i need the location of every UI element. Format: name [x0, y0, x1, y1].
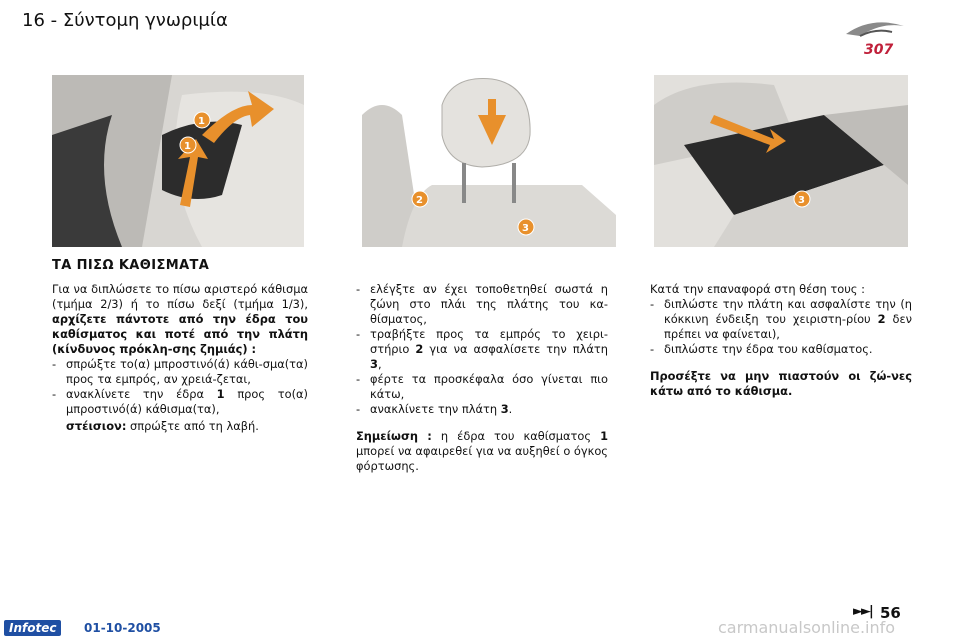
col3-warning: Προσέξτε να μην πιαστούν οι ζώ-νες κάτω από το κάθισμα. — [650, 369, 912, 398]
col1-bullet-2-num: 1 — [216, 387, 225, 401]
col2-bullet-2-num: 2 — [415, 342, 424, 356]
col2-note-label: Σημείωση : — [356, 429, 432, 443]
col3-bullet-1-post: δεν πρέπει να φαίνεται), — [664, 312, 912, 341]
col2-bullet-4-post: . — [508, 402, 513, 416]
col2-bullet-1: - ελέγξτε αν έχει τοποθετηθεί σωστά η ζώνη στο πλάι της πλάτης του κα-θίσματος, — [356, 282, 608, 326]
page-title: 16 - Σύντομη γνωριμία — [22, 10, 228, 31]
col2-bullet-2-mid: για να ασφαλίσετε την πλάτη — [423, 342, 608, 356]
peugeot-307-logo — [842, 14, 910, 62]
col1-bullet-1: - σπρώξτε το(α) μπροστινό(ά) κάθι-σμα(τα) προς τα εμπρός, αν χρειά-ζεται, — [52, 357, 308, 386]
photo1-callout-2: 1 — [184, 141, 191, 152]
col1-station-note — [52, 419, 308, 434]
col3-bullet-2-text: διπλώστε την έδρα του καθίσματος. — [664, 342, 873, 356]
col2-bullet-3: - φέρτε τα προσκέφαλα όσο γίνεται πιο κάτω, — [356, 372, 608, 401]
col1-intro-bold: αρχίζετε πάντοτε από την έδρα του καθίσματος και ποτέ από την πλάτη (κίνδυνος πρόκλη-σης ζημιάς) : — [52, 312, 308, 356]
col1-station-label: στέισιον: — [66, 419, 127, 433]
photo2-callout-2: 2 — [416, 195, 423, 206]
column-2 — [356, 282, 608, 474]
col2-bullet-2: - τραβήξτε προς τα εμπρός το χειρι-στήριο 2 για να ασφαλίσετε την πλάτη 3, — [356, 327, 608, 371]
col2-note-num: 1 — [600, 429, 609, 443]
print-date: 01-10-2005 — [84, 621, 161, 635]
col2-bullet-2-text: τραβήξτε προς τα εμπρός το χειρι-στήριο — [370, 327, 608, 356]
col1-intro — [52, 282, 308, 357]
col1-station-text: σπρώξτε από τη λαβή. — [126, 419, 259, 433]
col2-bullet-1-text: ελέγξτε αν έχει τοποθετηθεί σωστά η ζώνη στο πλάι της πλάτης του κα-θίσματος, — [370, 282, 608, 326]
col2-bullet-4-num: 3 — [500, 402, 509, 416]
photo2-callout-3: 3 — [522, 223, 529, 234]
photo-rear-seat-cushion — [52, 75, 304, 247]
col2-note-text: η έδρα του καθίσματος — [431, 429, 601, 443]
col3-intro: Κατά την επαναφορά στη θέση τους : — [650, 282, 865, 296]
col1-bullet-2-text: ανακλίνετε την έδρα — [66, 387, 217, 401]
col1-bullet-1-text: σπρώξτε το(α) μπροστινό(ά) κάθι-σμα(τα) προς τα εμπρός, αν χρειά-ζεται, — [66, 357, 308, 386]
col2-bullet-2-post: , — [377, 357, 382, 371]
column-1 — [52, 282, 308, 434]
col3-bullet-1: - διπλώστε την πλάτη και ασφαλίστε την (η κόκκινη ένδειξη του χειριστη-ρίου 2 δεν πρέπει να φαίνεται), — [650, 297, 912, 341]
col2-note-text2: μπορεί να αφαιρεθεί για να αυξηθεί ο όγκος φόρτωσης. — [356, 444, 608, 473]
col3-bullet-1-num: 2 — [877, 312, 886, 326]
col2-bullet-4-text: ανακλίνετε την πλάτη — [370, 402, 501, 416]
col2-bullet-4: - ανακλίνετε την πλάτη 3. — [356, 402, 513, 416]
watermark: carmanualsonline.info — [718, 618, 896, 637]
col1-bullet-2: - ανακλίνετε την έδρα 1 προς το(α) μπροστινό(ά) κάθισμα(τα), — [52, 387, 308, 416]
col1-intro-text: Για να διπλώσετε το πίσω αριστερό κάθισμα (τμήμα 2/3) ή το πίσω δεξί (τμήμα 1/3), — [52, 282, 308, 311]
col2-bullet-2-num2: 3 — [370, 357, 378, 371]
col1-bullet-2-post: προς το(α) μπροστινό(ά) κάθισμα(τα), — [66, 387, 308, 416]
photo-folded-seat — [654, 75, 908, 247]
col3-bullet-2: - διπλώστε την έδρα του καθίσματος. — [650, 342, 873, 356]
logo-text: 307 — [864, 42, 894, 58]
brand-badge: Infotec — [4, 620, 61, 636]
page-number: 56 — [880, 604, 901, 622]
section-title: ΤΑ ΠΙΣΩ ΚΑΘΙΣΜΑΤΑ — [52, 258, 210, 273]
photo-headrest-lever — [362, 75, 616, 247]
photo1-callout-1: 1 — [198, 116, 205, 127]
col2-note — [356, 429, 608, 474]
column-3 — [650, 282, 912, 399]
fast-forward-icon[interactable]: ►►| — [853, 604, 872, 619]
col2-bullet-3-text: φέρτε τα προσκέφαλα όσο γίνεται πιο κάτω, — [370, 372, 608, 401]
col3-bullet-1-text: διπλώστε την πλάτη και ασφαλίστε την (η κόκκινη ένδειξη του χειριστη-ρίου — [664, 297, 912, 326]
photo3-callout-3: 3 — [798, 195, 805, 206]
